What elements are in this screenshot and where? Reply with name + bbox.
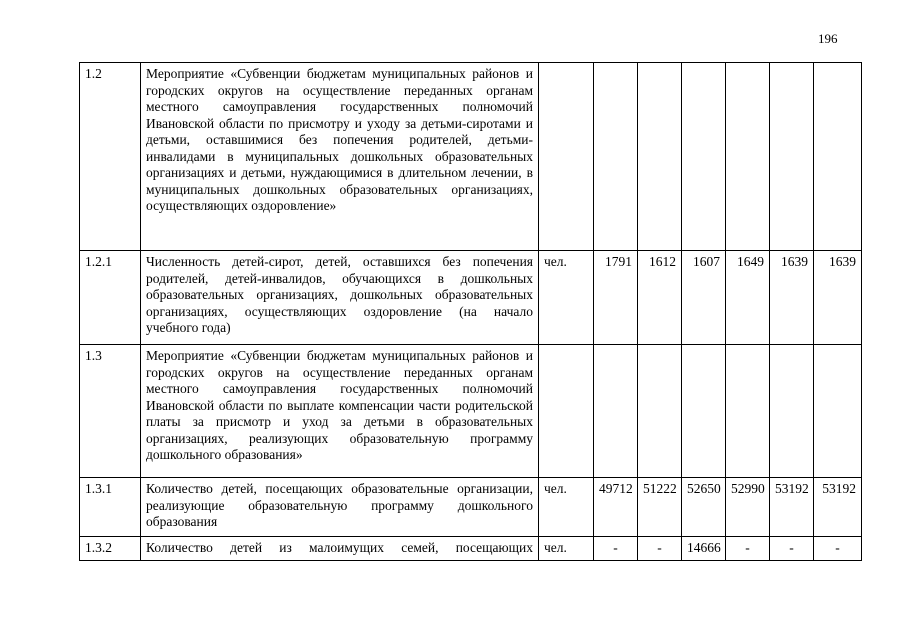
table-row	[80, 537, 862, 561]
table-row	[80, 63, 862, 251]
row-value: 49712	[594, 478, 638, 537]
row-value	[682, 63, 726, 251]
row-value: 52650	[682, 478, 726, 537]
row-value	[814, 63, 862, 251]
row-description: Количество детей, посещающих образовательные организации, реализующие образовательную программу дошкольного образования	[141, 478, 539, 537]
row-value: 53192	[770, 478, 814, 537]
row-value: -	[770, 537, 814, 561]
row-value	[594, 63, 638, 251]
row-value: 53192	[814, 478, 862, 537]
row-description: Количество детей из малоимущих семей, посещающих	[141, 537, 539, 561]
row-value: 1791	[594, 251, 638, 345]
row-value: -	[726, 537, 770, 561]
row-value	[814, 345, 862, 478]
row-number: 1.3.1	[80, 478, 141, 537]
row-value: 51222	[638, 478, 682, 537]
row-description: Численность детей-сирот, детей, оставшихся без попечения родителей, детей-инвалидов, обучающихся в дошкольных образовательных организациях, дошкольных образовательных организациях, осуществляющих оздоровление (на начало учебного года)	[141, 251, 539, 345]
row-description: Мероприятие «Субвенции бюджетам муниципальных районов и городских округов на осуществление переданных органам местного самоуправления государственных полномочий Ивановской области по присмотру и уходу за детьми-сиротами и детьми, оставшимися без попечения родителей, детьми-инвалидами в муниципальных дошкольных образовательных организациях и детьми, нуждающимися в длительном лечении, в муниципальных дошкольных образовательных организациях, осуществляющих оздоровление»	[141, 63, 539, 251]
page-number: 196	[818, 31, 838, 46]
row-value: 52990	[726, 478, 770, 537]
row-unit	[539, 63, 594, 251]
row-unit: чел.	[539, 537, 594, 561]
row-value: 1612	[638, 251, 682, 345]
indicators-table	[79, 62, 862, 561]
table-row	[80, 478, 862, 537]
row-value	[726, 345, 770, 478]
row-value: -	[814, 537, 862, 561]
row-value: -	[638, 537, 682, 561]
row-value: 1649	[726, 251, 770, 345]
row-description: Мероприятие «Субвенции бюджетам муниципальных районов и городских округов на осуществление переданных органам местного самоуправления государственных полномочий Ивановской области по выплате компенсации части родительской платы за присмотр и уход за детьми в образовательных организациях, реализующих образовательную программу дошкольного образования»	[141, 345, 539, 478]
row-number: 1.3	[80, 345, 141, 478]
table-row	[80, 251, 862, 345]
row-unit: чел.	[539, 478, 594, 537]
row-value: -	[594, 537, 638, 561]
row-value	[770, 63, 814, 251]
table-row	[80, 345, 862, 478]
row-unit	[539, 345, 594, 478]
row-number: 1.2	[80, 63, 141, 251]
row-value	[726, 63, 770, 251]
row-value	[682, 345, 726, 478]
row-unit: чел.	[539, 251, 594, 345]
row-number: 1.2.1	[80, 251, 141, 345]
row-number: 1.3.2	[80, 537, 141, 561]
row-value	[638, 345, 682, 478]
row-value: 14666	[682, 537, 726, 561]
row-value: 1639	[814, 251, 862, 345]
row-value	[770, 345, 814, 478]
row-value	[594, 345, 638, 478]
row-value	[638, 63, 682, 251]
row-value: 1639	[770, 251, 814, 345]
row-value: 1607	[682, 251, 726, 345]
